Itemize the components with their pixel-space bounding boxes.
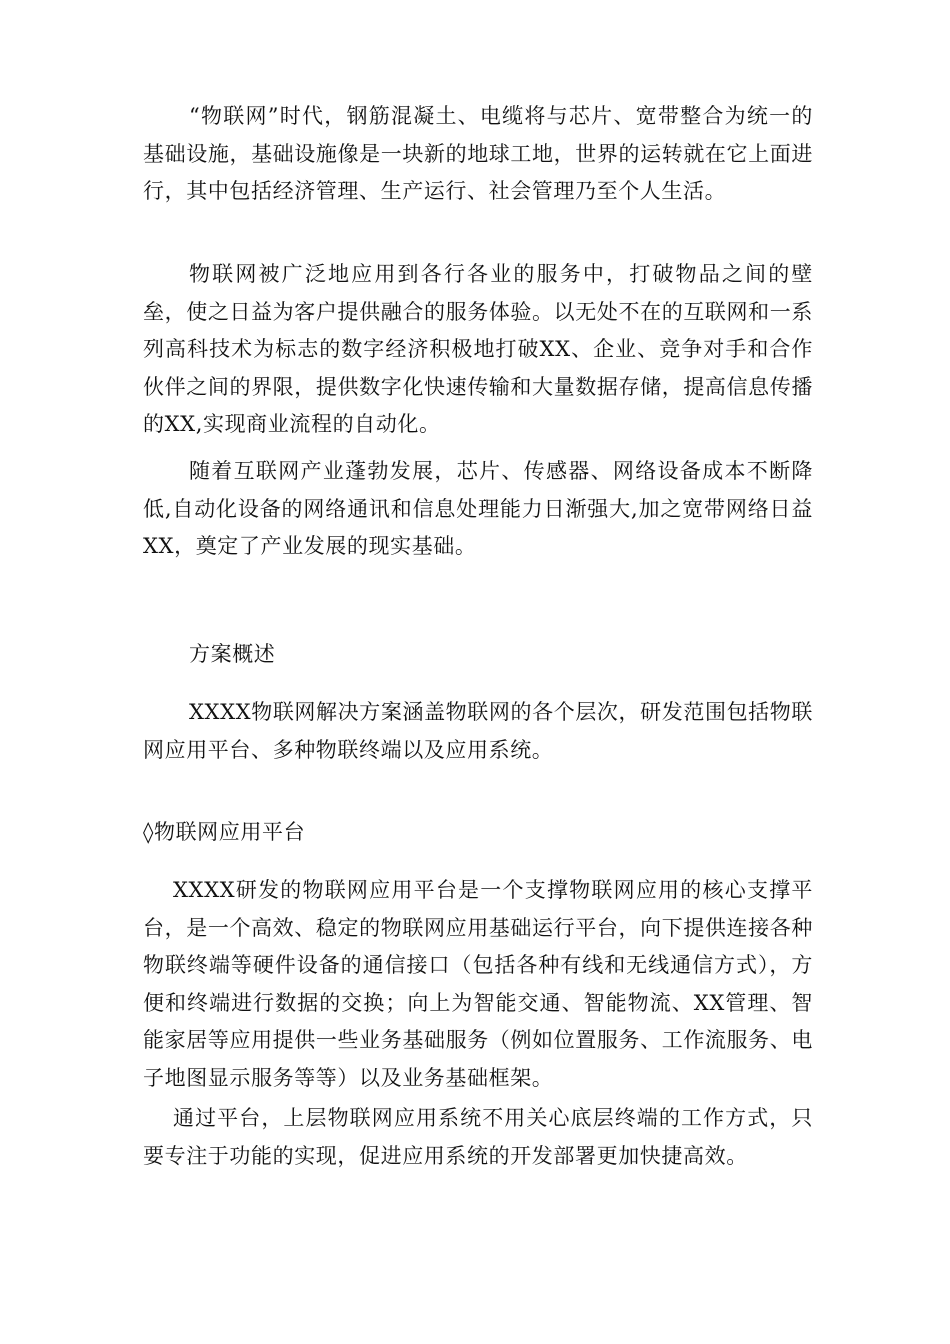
paragraph-platform-benefit: 通过平台，上层物联网应用系统不用关心底层终端的工作方式，只要专注于功能的实现，促进应用系统的开发部署更加快捷高效。 — [143, 1106, 813, 1168]
paragraph-iot-applications: 物联网被广泛地应用到各行各业的服务中，打破物品之间的壁垒，使之日益为客户提供融合的服务体验。以无处不在的互联网和一系列高科技术为标志的数字经济积极地打破XX、企业、竞争对手和合作伙伴之间的界限，提供数字化快速传输和大量数据存储，提高信息传播的XX,实现商业流程的自动化。 — [143, 262, 813, 436]
section-heading-platform: ◊物联网应用平台 — [143, 820, 306, 844]
paragraph-iot-era: “物联网”时代，钢筋混凝土、电缆将与芯片、宽带整合为统一的基础设施，基础设施像是一块新的地球工地，世界的运转就在它上面进行，其中包括经济管理、生产运行、社会管理乃至个人生活。 — [143, 104, 813, 203]
paragraph-platform-description: XXXX研发的物联网应用平台是一个支撑物联网应用的核心支撑平台，是一个高效、稳定的物联网应用基础运行平台，向下提供连接各种物联终端等硬件设备的通信接口（包括各种有线和无线通信方式），方便和终端进行数据的交换；向上为智能交通、智能物流、XX管理、智能家居等应用提供一些业务基础服务（例如位置服务、工作流服务、电子地图显示服务等等）以及业务基础框架。 — [143, 878, 813, 1090]
section-heading-overview: 方案概述 — [189, 642, 276, 666]
paragraph-solution-scope: XXXX物联网解决方案涵盖物联网的各个层次，研发范围包括物联网应用平台、多种物联终端以及应用系统。 — [143, 700, 813, 762]
paragraph-industry-development: 随着互联网产业蓬勃发展，芯片、传感器、网络设备成本不断降低,自动化设备的网络通讯和信息处理能力日渐强大,加之宽带网络日益XX，奠定了产业发展的现实基础。 — [143, 459, 813, 558]
